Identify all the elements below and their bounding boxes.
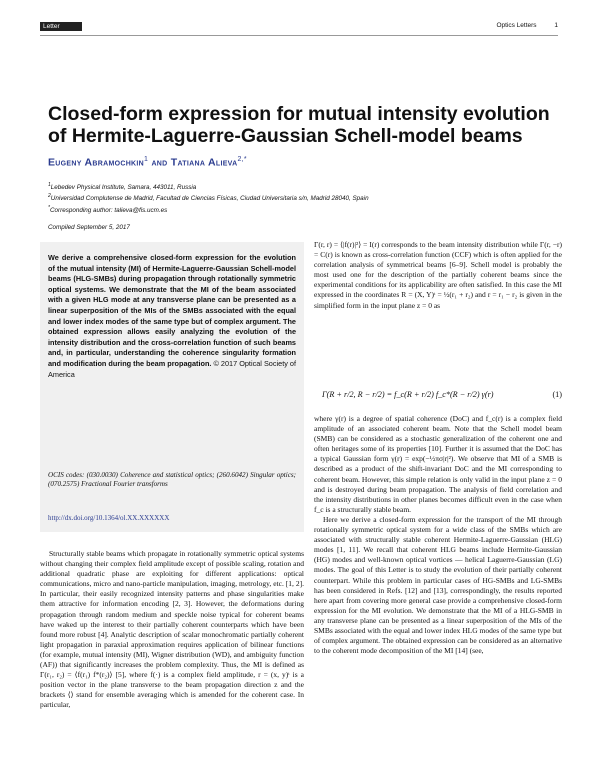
author-1-affil: 1 [144, 156, 149, 163]
equation-number: (1) [552, 390, 562, 399]
compiled-date: Compiled September 5, 2017 [48, 224, 130, 231]
author-list [48, 156, 247, 169]
author-connector: and [151, 156, 168, 169]
intro-paragraph: Structurally stable beams which propagate in rotationally symmetric optical systems without changing their complex field amplitude except of possible scaling, rotation and additional quadratic phase are exploiting for different applications: optical communications, micro and nano-particle manipulation, imaging, metrology, etc. [1, 2]. In particular, their easily recognized intensity patterns and phase singularities make them attractive for information encoding [2, 3]. However, the deformations during propagation through random medium and speckle noise typical for coherent beams have waked up the interest to their partially coherent counterparts which have been found more robust [4]. Analytic description of scalar monochromatic partially coherent light propagation in paraxial approximation requires application of bilinear functions (for example, mutual intensity (MI), Wigner distribution (WD), and ambiguity function (AF)) that significantly increases the problem complexity. Thus, the MI is defined as Γ(r₁, r₂) = ⟨f(r₁) f*(r₂)⟩ [5], where f(·) is a complex field amplitude, r = (x, y)ᵗ is a position vector in the plane transverse to the beam propagation direction z and the brackets ⟨⟩ stand for ensemble averaging which is amended for the coherent case. In particular, [40, 549, 304, 710]
author-1: Eugeny Abramochkin [48, 156, 145, 169]
affiliation-1: $^1$Lebedev Physical Institute, Samara, 443011, Russia [48, 182, 197, 192]
right-column-body [314, 414, 562, 656]
article-type-label: Letter [40, 22, 82, 31]
author-2: Tatiana Alieva [170, 156, 238, 169]
author-2-affil: 2,* [237, 156, 247, 163]
ocis-list: (030.0030) Coherence and statistical optics; (260.6042) Singular optics; (070.2575) Fractional Fourier transforms [48, 471, 297, 489]
corresponding-author: *Corresponding author: talieva@fis.ucm.es [48, 204, 168, 214]
journal-name: Optics Letters [496, 22, 537, 29]
abstract-text: We derive a comprehensive closed-form expression for the evolution of the mutual intensity (MI) of Hermite-Laguerre-Gaussian Schell-model beams (HLG-SMBs) during propagation through rotationally symmetric optical systems. We demonstrate that the MI of the beam associated with a given HLG mode at any transverse plane can be presented as a linear superposition of the MIs of the SMBs associated with the equal and lower index modes of the same type but of complex argument. The obtained expression allows easily analyzing the evolution of the intensity distribution and the cross-correlation function of such beams and, in particular, understanding the coherence singularity formation and modification during the beam propagation. © 2017 Optical Society of America [48, 253, 296, 379]
equation-body: Γ(R + r/2, R − r/2) = f_c(R + r/2) f_c*(R − r/2) γ(r) [322, 390, 494, 399]
ocis-label: OCIS codes: [48, 471, 85, 479]
ocis-codes [48, 471, 296, 490]
paper-title: Closed-form expression for mutual intensity evolution of Hermite-Laguerre-Gaussian Schell-model beams [48, 103, 550, 147]
right-paragraph-2: where γ(r) is a degree of spatial coherence (DoC) and f_c(r) is a complex field amplitude of an associated coherent beam. Note that the Schell model beam (SMB) can be considered as a stochastic generalization of the coherent one and often heritages some of its properties [10]. Further it is assumed that the DoC has a typical Gaussian form γ(r) = exp(−½πσ|r|²). We observe that MI of a SMB is described as a product of the shift-invariant DoC and the MI corresponding to coherent beam. However, this simple relation is only valid in the input plane z = 0 and is destroyed during beam propagation. The analysis of field correlation and the intensity distributions in other planes becomes difficult even in the case when f_c is a structurally stable beam. [314, 414, 562, 514]
running-header [40, 22, 558, 36]
equation-1 [314, 388, 562, 406]
doi-link[interactable]: http://dx.doi.org/10.1364/ol.XX.XXXXXX [48, 514, 170, 522]
affiliation-2: $^2$Universidad Complutense de Madrid, Facultad de Ciencias Físicas, Ciudad Universitaria s/n, Madrid 28040, Spain [48, 193, 369, 203]
right-paragraph-3: Here we derive a closed-form expression for the transport of the MI through rotationally symmetric optical system for a wide class of the SMBs which are associated with structurally stable coherent Hermite-Laguerre-Gaussian (HLG) modes [1, 11]. We recall that coherent HLG beams include Hermite-Gaussian (HG) modes and well-known optical vortices — helical Laguerre-Gaussian (LG) modes. The goal of this Letter is to study the evolution of their partially coherent counterpart. While this problem in particular cases of HG-SMBs and LG-SMBs has been considered in Refs. [12] and [13], correspondingly, the results reported here apart from covering more general case provide a comprehensive closed-form expression for the MI evolution. We demonstrate that the MI of a HLG-SMB in any transverse plane can be presented as a linear superposition of the MIs of the SMBs associated with the equal and lower index HLG modes of the same type but of complex argument. The obtained expression can be considered as an alternative to the coherent mode decomposition of the MI [14] (see, [314, 514, 562, 656]
right-paragraph-1: Γ(r, r) = ⟨|f(r)|²⟩ = I(r) corresponds to the beam intensity distribution while Γ(r, −r) = C(r) is known as cross-correlation function (CCF) which is often applied for the correlation analysis of symmetrical beams [6–9]. Schell model is probably the most used one for the description of the partially coherent beams since the experimental conditions for its applicability are often satisfied. In this case the MI expressed in the coordinates R = (X, Y)ᵗ = ½(r₁ + r₂) and r = r₁ − r₂ is given in the simplified form in the input plane z = 0 as [314, 240, 562, 310]
abstract-box [40, 242, 304, 532]
journal-page-info [480, 22, 558, 29]
left-column-body [40, 549, 304, 711]
affiliations [48, 181, 369, 215]
copyright-notice: © 2017 Optical Society of America [48, 358, 296, 379]
right-column-top [314, 240, 562, 311]
page-number: 1 [554, 22, 558, 29]
